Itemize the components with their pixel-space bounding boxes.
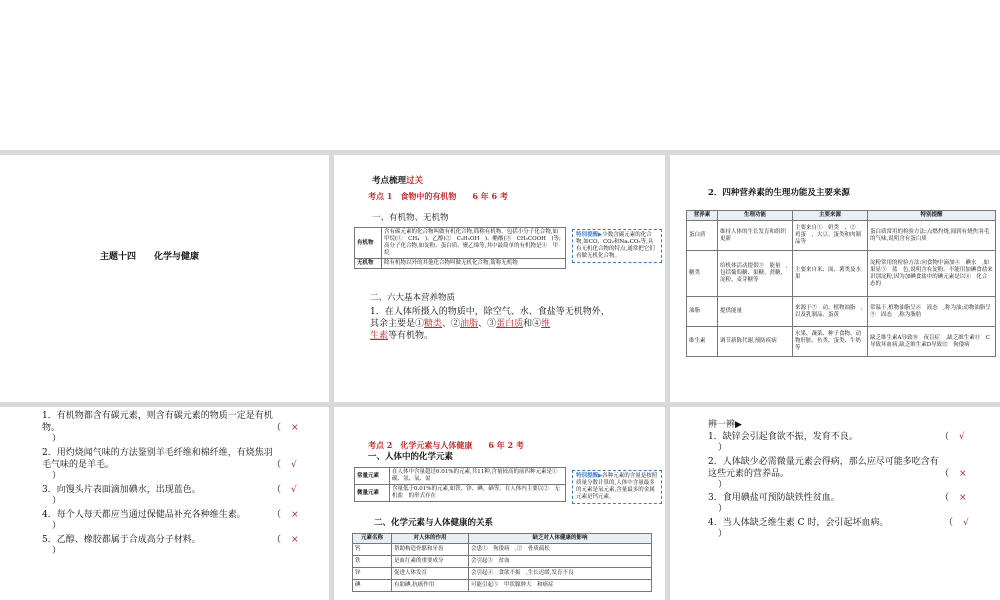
slide-title[interactable] (0, 155, 329, 402)
paragraph-line: 其余主要是①糖类、②油脂、③蛋白质和④维 (370, 319, 551, 329)
table-cell: 会引起④ 食欲不振 ,生长迟缓,发育不良 (469, 568, 652, 580)
table-row (355, 468, 566, 485)
table-row (355, 485, 566, 502)
element-table (354, 467, 566, 502)
table-header-cell: 主要来源 (793, 211, 868, 221)
table-cell: 可能引起⑤ 甲状腺肿大 和癌症 (469, 580, 652, 592)
subheading: 二、化学元素与人体健康的关系 (374, 518, 494, 528)
table-cell: 微量元素 (355, 485, 390, 502)
table-row (353, 544, 652, 556)
table-cell: 有助碘,抗癌作用 (392, 580, 469, 592)
answer-mark: √ (291, 485, 297, 495)
table-cell: 调节新陈代谢,预防疾病 (718, 327, 793, 357)
slide-judge-1[interactable]: 1．有机物都含有碳元素，则含有碳元素的物质一定是有机 物。 （ × ） 2．用灼烧闻气味的方法鉴别羊毛纤维和棉纤维，有烧焦羽 毛气味的是羊毛。 （ √ ） 3．向馒头片表面滴加碘水，出现蓝色。 （ √ ） 4．每个人每天都应当通过保健品补充各种维生素。 （ × ） 5．乙醇、橡胶都属于合成高分子材料。 （ × ） (0, 407, 329, 600)
answer-mark: × (959, 493, 967, 503)
slide-title-text: 主题十四 化学与健康 (100, 252, 200, 262)
section-heading: 2．四种营养素的生理功能及主要来源 (708, 188, 850, 198)
answer-mark: × (291, 423, 299, 433)
subheading: 一、有机物、无机物 (372, 213, 449, 223)
slide-organic[interactable] (334, 155, 665, 402)
answer-mark: √ (291, 460, 297, 470)
table-cell: 除有机物以外的其他化合物叫做无机化合物,简称无机物 (382, 259, 566, 269)
nutrient-table (686, 210, 996, 357)
table-cell: 铁 (353, 556, 392, 568)
table-header-cell: 生理功能 (718, 211, 793, 221)
table-cell: 水果、蔬菜、种子食物、动物肝脏、鱼类、蛋类、牛奶等 (793, 327, 868, 357)
table-cell: 常量元素 (355, 468, 390, 485)
table-row (687, 297, 996, 327)
answer-mark: √ (959, 432, 965, 442)
table-row (687, 327, 996, 357)
answer-mark: × (291, 535, 299, 545)
table-row (353, 556, 652, 568)
table-row (355, 228, 566, 259)
table-cell: 提供能量 (718, 297, 793, 327)
table-cell: 含有碳元素的化合物叫做有机化合物,简称有机物。包括小分子化合物,如甲烷(① CH₄ )、乙醇(② C₂H₅OH )、醋酸(③ CH₃COOH )等;高分子化合物,如淀粉、蛋白质、聚乙烯等,其中最简单的有机物是④ 甲烷 (382, 228, 566, 259)
answer-blank: 蛋白质 (496, 319, 524, 329)
table-row (353, 580, 652, 592)
table-cell: 油脂 (687, 297, 718, 327)
table-cell: 蛋白质 (687, 221, 718, 251)
table-cell: 维生素 (687, 327, 718, 357)
answer-blank: 糖类 (424, 319, 443, 329)
table-cell: 在人体中含量超过0.01%的元素,共11种,含量较高的前四种元素是① 碳、氢、氧、氮 (390, 468, 566, 485)
subheading: 一、人体中的化学元素 (368, 452, 454, 462)
table-header-cell: 元素名称 (353, 534, 392, 544)
table-cell: 会引起③ 贫血 (469, 556, 652, 568)
table-cell: 缺乏维生素A导致⑩ 夜盲症 ,缺乏维生素⑪ C 导致坏血病,缺乏维生素D导致⑫ 佝偻病 (868, 327, 996, 357)
slide-judge-2[interactable]: 辨一辨▶ 1．缺锌会引起食欲不振，发育不良。 （ √ ） 2．人体缺少必需微量元素会得病，那么应尽可能多吃含有 这些元素的营养品。 （ × ） 3．食用碘盐可预防缺铁性贫血。 （ × ） 4．当人体缺乏维生素 C 时，会引起坏血病。 （ √ ） (670, 407, 1000, 600)
table-cell: 维持人体的生长发育和组织更新 (718, 221, 793, 251)
table-row (687, 251, 996, 297)
table-header-cell: 营养素 (687, 211, 718, 221)
table-header-cell: 对人体的作用 (392, 534, 469, 544)
answer-blank: 油脂 (460, 319, 479, 329)
table-row (355, 259, 566, 269)
paragraph-line: 生素等有机物。 (370, 331, 434, 341)
table-cell: 蛋白质常用的检验方法:点燃灼烧,闻到有烧焦羽毛的气味,说明含有蛋白质 (868, 221, 996, 251)
answer-mark: × (959, 469, 967, 479)
table-cell: 会患① 佝偻病 ,② 骨质疏松 (469, 544, 652, 556)
table-cell: 主要来自① 奶类 、② 鸡蛋 、大豆、蛋类和肉制品等 (793, 221, 868, 251)
table-cell: 是血红素的重要成分 (392, 556, 469, 568)
table-cell: 钙 (353, 544, 392, 556)
answer-mark: √ (963, 518, 969, 528)
table-cell: 给机体活动提供③ 能量 ,包括葡萄糖、果糖、蔗糖、淀粉、麦芽糖等 (718, 251, 793, 297)
answer-mark: × (291, 510, 299, 520)
health-table (352, 533, 652, 592)
table-cell: 糖类 (687, 251, 718, 297)
section-header: 考点梳理过关 (372, 176, 424, 186)
table-cell: 常温下,植物油脂呈⑧ 液态 ,称为油;动物油脂呈⑨ 固态 ,称为脂肪 (868, 297, 996, 327)
table-header-cell: 特别提醒 (868, 211, 996, 221)
subheading: 二、六大基本营养物质 (370, 293, 456, 303)
table-cell: 来源于⑦ 动、植物油脂 ,以及乳制品、蛋黄 (793, 297, 868, 327)
table-cell: 主要来自米、面、薯类及水果 (793, 251, 868, 297)
table-row (353, 568, 652, 580)
table-cell: 有机物 (355, 228, 382, 259)
slide-nutrients[interactable] (670, 155, 1000, 402)
tip-box: 特别提醒▶少数含碳元素的化合物,如CO、CO₂和Na₂CO₃等,具有无机化合物的特点,通常把它们看做无机化合物。 (572, 229, 662, 263)
table-cell: 无机物 (355, 259, 382, 269)
topic-heading: 考点 1 食物中的有机物 6 年 6 考 (368, 191, 508, 201)
table-cell: 帮助构造骨骼和牙齿 (392, 544, 469, 556)
slide-elements[interactable] (334, 407, 665, 600)
table-cell: 促进人体发育 (392, 568, 469, 580)
table-cell: 含量低于0.01%的元素,如铁、锌、碘、硒等。在人体内主要以② 无机盐 的形式存在 (390, 485, 566, 502)
topic-heading: 考点 2 化学元素与人体健康 6 年 2 考 (368, 440, 524, 450)
table-row (687, 221, 996, 251)
paragraph-line: 1．在人体所摄入的物质中，除空气、水、食盐等无机物外， (370, 307, 610, 317)
answer-blank: 维 (541, 319, 551, 329)
section-heading: 辨一辨▶ (708, 420, 742, 430)
table-cell: 碘 (353, 580, 392, 592)
table-header-row (353, 534, 652, 544)
table-cell: 锌 (353, 568, 392, 580)
table-header-row (687, 211, 996, 221)
answer-blank: 生素 (370, 331, 389, 341)
organic-table (354, 227, 566, 269)
table-header-cell: 缺乏对人体健康的影响 (469, 534, 652, 544)
table-cell: 淀粉常用的检验方法:向食物中滴加④ 碘水 ,如果显⑤ 蓝 色,说明含有淀粉。不能用加碘食盐来识别淀粉,因为加碘食盐中的碘元素是以⑥ 化合 态的 (868, 251, 996, 297)
tip-box: 特别提醒▶各种元素的含量是按照质量分数计算的,人体中含量最多的元素是氧元素,含量最多的金属元素是钙元素。 (572, 470, 662, 504)
